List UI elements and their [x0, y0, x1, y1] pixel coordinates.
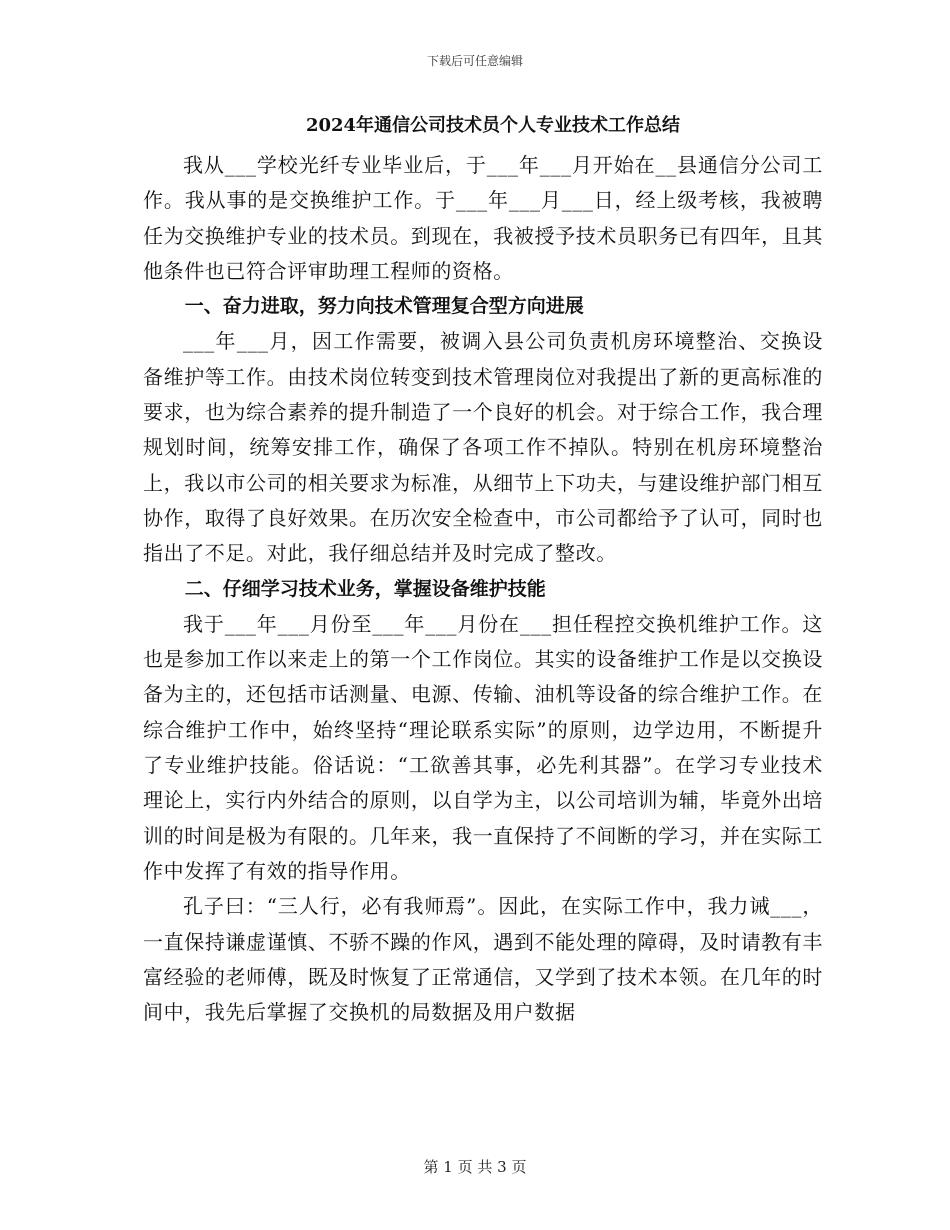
section-2-paragraph-1: 我于___年___月份至___年___月份在___担任程控交换机维护工作。这也是参加工作以来走上的第一个工作岗位。其实的设备维护工作是以交换设备为主的，还包括市话测量、电源、传输、油机等设备的综合维护工作。在综合维护工作中，始终坚持“理论联系实际”的原则，边学边用，不断提升了专业维护技能。俗话说：“工欲善其事，必先利其器”。在学习专业技术理论上，实行内外结合的原则，以自学为主，以公司培训为辅，毕竟外出培训的时间是极为有限的。几年来，我一直保持了不间断的学习，并在实际工作中发挥了有效的指导作用。 — [143, 611, 823, 883]
document-body — [143, 112, 823, 1030]
section-2-paragraph-2: 孔子曰：“三人行，必有我师焉”。因此，在实际工作中，我力诫___，一直保持谦虚谨慎、不骄不躁的作风，遇到不能处理的障碍，及时请教有丰富经验的老师傅，既及时恢复了正常通信，又学到了技术本领。在几年的时间中，我先后掌握了交换机的局数据及用户数据 — [143, 894, 823, 1025]
section-2-heading: 二、仔细学习技术业务，掌握设备维护技能 — [184, 577, 546, 600]
page-footer: 第 1 页 共 3 页 — [423, 1158, 527, 1176]
intro-paragraph: 我从___学校光纤专业毕业后，于___年___月开始在__县通信分公司工作。我从事的是交换维护工作。于___年___月___日，经上级考核，我被聘任为交换维护专业的技术员。到现在，我被授予技术员职务已有四年，且其他条件也已符合评审助理工程师的资格。 — [143, 153, 823, 283]
document-title: 2024年通信公司技术员个人专业技术工作总结 — [305, 115, 681, 136]
page-header: 下载后可任意编辑 — [426, 54, 523, 68]
section-1-paragraph: ___年___月，因工作需要，被调入县公司负责机房环境整治、交换设备维护等工作。由技术岗位转变到技术管理岗位对我提出了新的更高标准的要求，也为综合素养的提升制造了一个良好的机会。对于综合工作，我合理规划时间，统筹安排工作，确保了各项工作不掉队。特别在机房环境整治上，我以市公司的相关要求为标准，从细节上下功夫，与建设维护部门相互协作，取得了良好效果。在历次安全检查中，市公司都给予了认可，同时也指出了不足。对此，我仔细总结并及时完成了整改。 — [143, 329, 823, 566]
section-1-heading: 一、奋力进取，努力向技术管理复合型方向进展 — [184, 295, 584, 318]
